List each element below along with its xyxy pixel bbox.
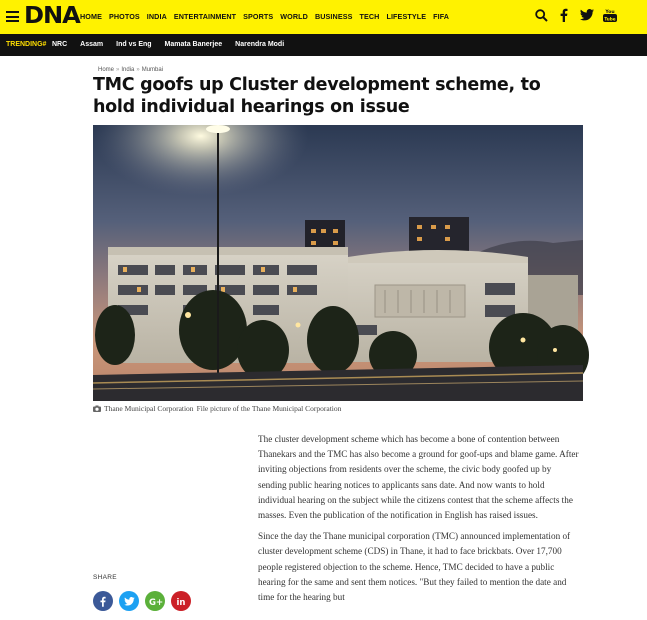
nav-sports[interactable]: SPORTS xyxy=(243,12,274,21)
share-buttons xyxy=(93,591,191,611)
search-icon[interactable] xyxy=(534,8,548,22)
article-photo xyxy=(93,125,583,401)
nav-photos[interactable]: PHOTOS xyxy=(108,12,140,21)
trending-item[interactable]: Narendra Modi xyxy=(235,41,285,48)
top-header xyxy=(0,0,647,34)
svg-text:in: in xyxy=(176,597,186,608)
facebook-icon[interactable] xyxy=(93,591,113,611)
breadcrumb-india[interactable]: India xyxy=(121,67,135,73)
nav-entertainment[interactable]: ENTERTAINMENT xyxy=(173,12,237,21)
nav-world[interactable]: WORLD xyxy=(280,12,308,21)
breadcrumb: Home » India » Mumbai xyxy=(98,67,164,73)
nav-tech[interactable]: TECH xyxy=(359,12,380,21)
header-icons xyxy=(534,8,617,22)
google-plus-icon[interactable] xyxy=(145,591,165,611)
hamburger-menu-icon[interactable] xyxy=(6,11,19,22)
article-paragraph: The cluster development scheme which has become a bone of contention between Thanekars and the TMC has also become a ground for goof-ups and blame game. After inviting objections from residents over the scheme, the civic body goofed up by sending public hearing notices to applicants sans date. And now wants to hold individual hearing on the subject while the citizens contest that the scheme affects the masses. Even the publication of the notification in English has raised issues. xyxy=(258,434,579,521)
svg-text:G+: G+ xyxy=(149,597,164,608)
trending-item[interactable]: Mamata Banerjee xyxy=(164,41,223,48)
caption-credit: Thane Municipal Corporation xyxy=(104,404,194,413)
photo-caption xyxy=(93,404,341,413)
nav-fifa[interactable]: FIFA xyxy=(433,12,450,21)
twitter-icon[interactable] xyxy=(580,8,594,22)
nav-home[interactable]: HOME xyxy=(80,12,102,21)
trending-label: TRENDING# xyxy=(6,41,47,48)
main-nav xyxy=(80,12,456,21)
svg-text:Tube: Tube xyxy=(604,16,616,22)
youtube-icon[interactable] xyxy=(603,8,617,22)
article-title: TMC goofs up Cluster development scheme, to hold individual hearings on issue xyxy=(93,75,541,117)
nav-business[interactable]: BUSINESS xyxy=(314,12,353,21)
twitter-icon[interactable] xyxy=(119,591,139,611)
nav-lifestyle[interactable]: LIFESTYLE xyxy=(386,12,427,21)
trending-item[interactable]: Assam xyxy=(80,41,104,48)
facebook-icon[interactable] xyxy=(557,8,571,22)
share-label: SHARE xyxy=(93,574,117,581)
breadcrumb-home[interactable]: Home xyxy=(98,67,115,73)
trending-items xyxy=(52,41,297,48)
article-body xyxy=(258,432,580,611)
svg-text:You: You xyxy=(605,10,615,15)
camera-icon xyxy=(93,405,101,412)
site-logo[interactable]: DNA xyxy=(24,3,80,29)
article-paragraph: Since the day the Thane municipal corporation (TMC) announced implementation of cluster development scheme (CDS) in Thane, it had to face brickbats. Over 17,700 people registered objection to the scheme. Hence, TMC decided to have a public hearing for the same and sent them notices. "But they failed to mention the date and time for the hearing but xyxy=(258,531,571,603)
nav-india[interactable]: INDIA xyxy=(146,12,167,21)
breadcrumb-mumbai[interactable]: Mumbai xyxy=(141,67,164,73)
caption-text: File picture of the Thane Municipal Corporation xyxy=(196,404,342,413)
trending-bar xyxy=(0,34,647,56)
trending-item[interactable]: NRC xyxy=(52,41,68,48)
trending-item[interactable]: Ind vs Eng xyxy=(116,41,152,48)
linkedin-icon[interactable] xyxy=(171,591,191,611)
